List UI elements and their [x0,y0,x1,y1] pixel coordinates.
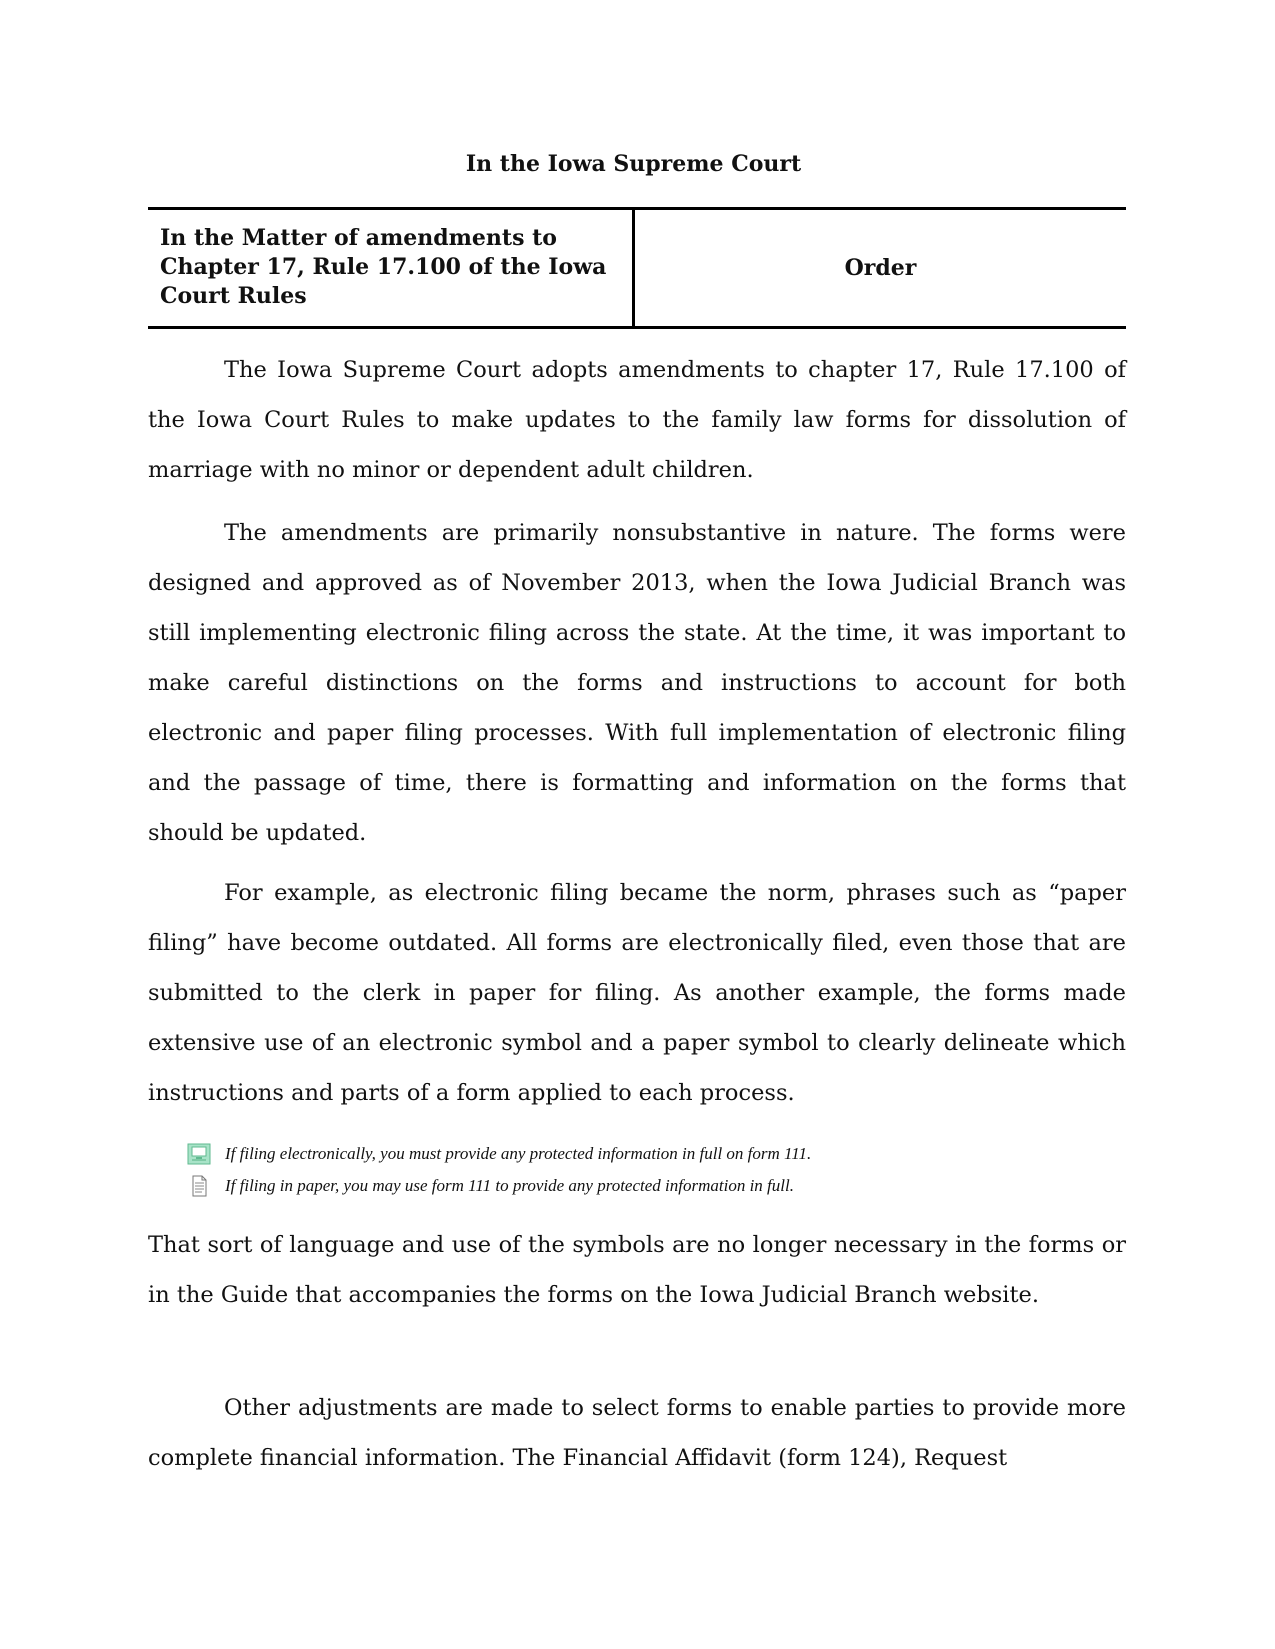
court-heading: In the Iowa Supreme Court [465,151,802,177]
paragraph-financial-adjustments: Other adjustments are made to select forms to enable parties to provide more complete financial information. The Financial Affidavit (form 124), Request [148,1395,1126,1471]
paragraph-nonsubstantive: The amendments are primarily nonsubstantive in nature. The forms were designed and approved as of November 2013, when the Iowa Judicial Branch was still implementing electronic filing across the state. At the time, it was important to make careful distinctions on the forms and instructions to account for both electronic and paper filing processes. With full implementation of electronic filing and the passage of time, there is formatting and information on the forms that should be updated. [148,520,1126,846]
order-label: Order [844,255,917,281]
symbol-example-paper [187,1170,1087,1202]
case-caption-table [148,207,1126,329]
computer-icon [187,1143,211,1165]
paragraph-symbols-unnecessary: That sort of language and use of the symbols are no longer necessary in the forms or in the Guide that accompanies the forms on the Iowa Judicial Branch website. [148,1232,1126,1308]
matter-caption: In the Matter of amendments to Chapter 17, Rule 17.100 of the Iowa Court Rules [148,210,635,326]
symbol-example-paper-text: If filing in paper, you may use form 111 to provide any protected information in full. [225,1176,794,1195]
paragraph-intro: The Iowa Supreme Court adopts amendments to chapter 17, Rule 17.100 of the Iowa Court Rules to make updates to the family law forms for dissolution of marriage with no minor or dependent adult children. [148,357,1126,483]
paragraph-example: For example, as electronic filing became the norm, phrases such as “paper filing” have become outdated. All forms are electronically filed, even those that are submitted to the clerk in paper for filing. As another example, the forms made extensive use of an electronic symbol and a paper symbol to clearly delineate which instructions and parts of a form applied to each process. [148,880,1126,1106]
symbol-examples [187,1138,1087,1202]
paper-document-icon [187,1175,211,1197]
symbol-example-electronic-text: If filing electronically, you must provide any protected information in full on form 111. [225,1144,812,1163]
symbol-example-electronic [187,1138,1087,1170]
